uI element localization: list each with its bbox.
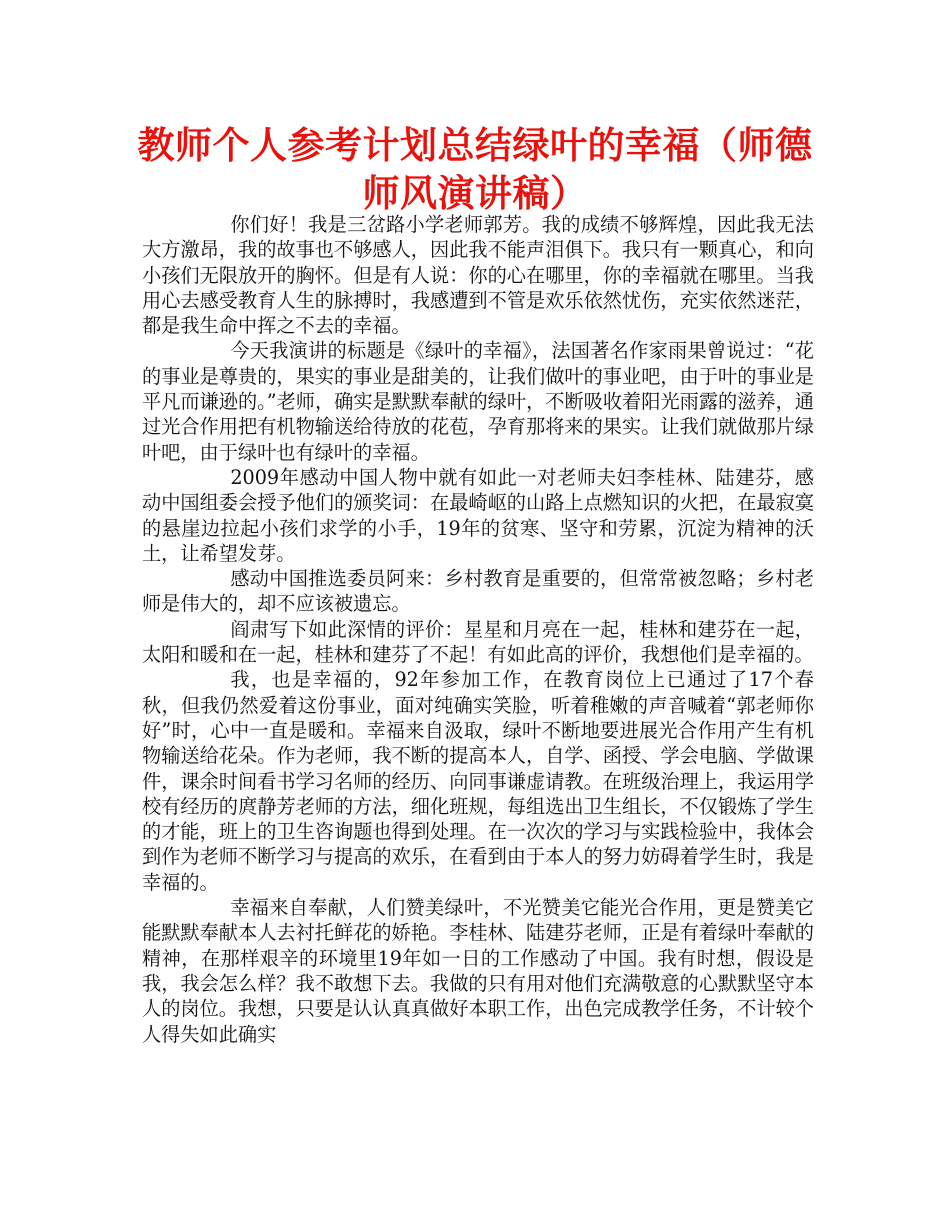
paragraph: 幸福来自奉献，人们赞美绿叶，不光赞美它能光合作用，更是赞美它能默默奉献本人去衬托鲜花的娇艳。李桂林、陆建芬老师，正是有着绿叶奉献的精神，在那样艰辛的环境里19年如一日的工作感动了中国。我有时想，假设是我，我会怎么样？我不敢想下去。我做的只有用对他们充满敬意的心默默坚守本人的岗位。我想，只要是认认真真做好本职工作，出色完成教学任务，不计较个人得失如此确实 xyxy=(142,896,814,1046)
paragraph: 2009年感动中国人物中就有如此一对老师夫妇李桂林、陆建芬，感动中国组委会授予他们的颁奖词：在最崎岖的山路上点燃知识的火把，在最寂寞的悬崖边拉起小孩们求学的小手，19年的贫寒、坚守和劳累，沉淀为精神的沃土，让希望发芽。 xyxy=(142,465,814,565)
paragraph: 今天我演讲的标题是《绿叶的幸福》，法国著名作家雨果曾说过：“花的事业是尊贵的，果实的事业是甜美的，让我们做叶的事业吧，由于叶的事业是平凡而谦逊的。”老师，确实是默默奉献的绿叶，不断吸收着阳光雨露的滋养，通过光合作用把有机物输送给待放的花苞，孕育那将来的果实。让我们就做那片绿叶吧，由于绿叶也有绿叶的幸福。 xyxy=(142,339,814,464)
document-body xyxy=(142,212,814,1047)
paragraph: 感动中国推选委员阿来：乡村教育是重要的，但常常被忽略；乡村老师是伟大的，却不应该被遗忘。 xyxy=(142,567,814,616)
paragraph: 我，也是幸福的，92年参加工作，在教育岗位上已通过了17个春秋，但我仍然爱着这份事业，面对纯确实笑脸，听着稚嫩的声音喊着“郭老师你好”时，心中一直是暖和。幸福来自汲取，绿叶不断地要进展光合作用产生有机物输送给花朵。作为老师，我不断的提高本人，自学、函授、学会电脑、学做课件，课余时间看书学习名师的经历、向同事谦虚请教。在班级治理上，我运用学校有经历的庹静芳老师的方法，细化班规，每组选出卫生组长，不仅锻炼了学生的才能，班上的卫生咨询题也得到处理。在一次次的学习与实践检验中，我体会到作为老师不断学习与提高的欢乐，在看到由于本人的努力妨碍着学生时，我是幸福的。 xyxy=(142,668,814,894)
paragraph: 你们好！我是三岔路小学老师郭芳。我的成绩不够辉煌，因此我无法大方激昂，我的故事也不够感人，因此我不能声泪俱下。我只有一颗真心，和向小孩们无限放开的胸怀。但是有人说：你的心在哪里，你的幸福就在哪里。当我用心去感受教育人生的脉搏时，我感遭到不管是欢乐依然忧伤，充实依然迷茫，都是我生命中挥之不去的幸福。 xyxy=(142,213,814,338)
document-title: 教师个人参考计划总结绿叶的幸福（师德师风演讲稿） xyxy=(137,124,813,215)
paragraph: 阎肃写下如此深情的评价：星星和月亮在一起，桂林和建芬在一起，太阳和暖和在一起，桂林和建芬了不起！有如此高的评价，我想他们是幸福的。 xyxy=(142,617,814,667)
